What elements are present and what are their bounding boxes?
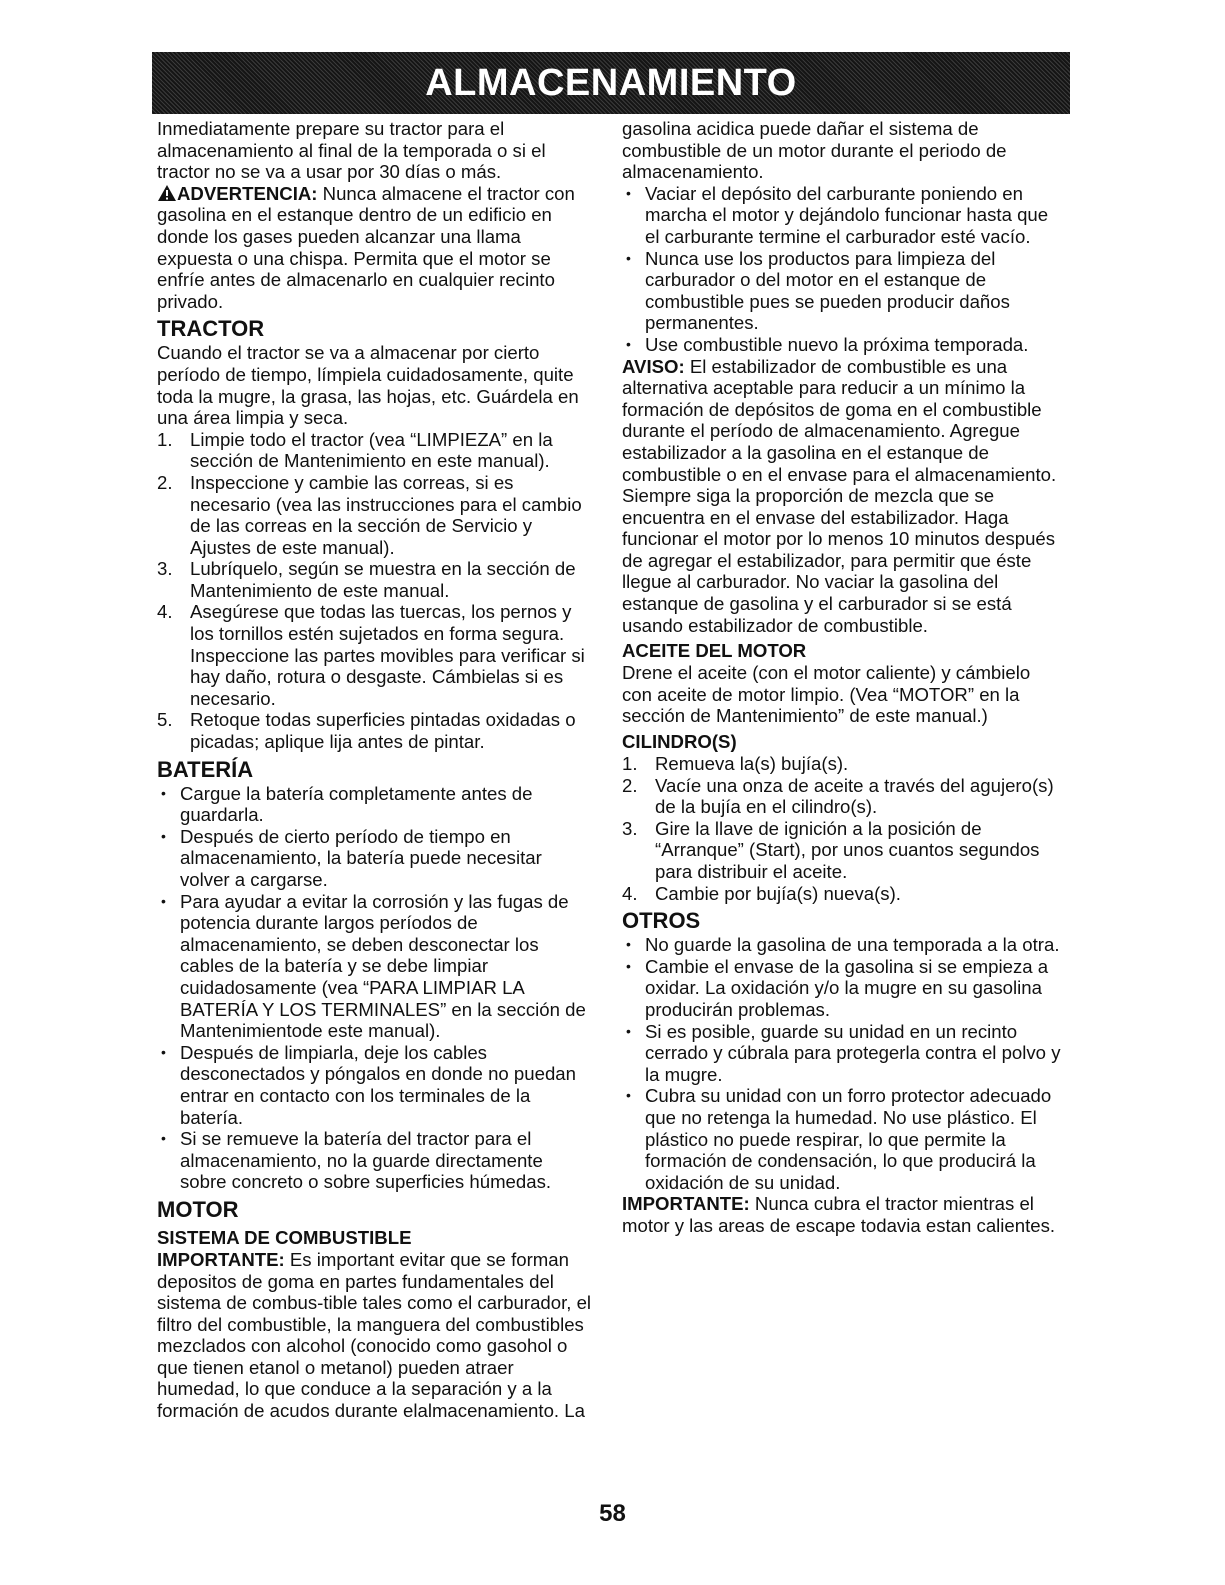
list-item: • No guarde la gasolina de una temporada a la otra. <box>622 934 1062 956</box>
list-item: 2. Vacíe una onza de aceite a través del agujero(s) de la bujía en el cilindro(s). <box>622 774 1054 818</box>
list-item: 5. Retoque todas superficies pintadas oxidadas o picadas; aplique lija antes de pintar. <box>157 709 576 753</box>
list-item: 3. Gire la llave de ignición a la posición de “Arranque” (Start), por unos cuantos segundos para distribuir el aceite. <box>622 817 1040 882</box>
continuation-paragraph: gasolina acidica puede dañar el sistema de combustible de un motor durante el periodo de almacenamiento. <box>622 118 1007 183</box>
list-item: 4. Asegúrese que todas las tuercas, los pernos y los tornillos estén sujetados en forma segura. Inspeccione las partes movibles para verificar si hay daño, rotura o desgaste. Cámbielas si es necesario. <box>157 601 585 709</box>
importante-paragraph <box>157 1249 593 1422</box>
otros-heading: OTROS <box>622 908 701 934</box>
bullet-dot-icon: • <box>161 827 166 844</box>
list-item: • Cubra su unidad con un forro protector adecuado que no retenga la humedad. No use plástico. El plástico no puede respirar, lo que permite la formación de condensación, lo que producirá la oxidación de su unidad. <box>622 1085 1062 1193</box>
warning-text: Nunca almacene el tractor con gasolina en el estanque dentro de un edificio en donde los gases pueden alcanzar una llama expuesta o una chispa. Permita que el motor se enfríe antes de almacenarlo en cualquier recinto privado. <box>157 182 575 312</box>
list-item: • Cambie el envase de la gasolina si se empieza a oxidar. La oxidación y/o la mugre en su gasolina producirán problemas. <box>622 956 1062 1021</box>
left-column <box>157 118 593 1422</box>
list-item: 1. Remueva la(s) bujía(s). <box>622 753 849 775</box>
warning-paragraph <box>157 183 593 313</box>
bullet-dot-icon: • <box>626 1087 631 1104</box>
aviso-label: AVISO: <box>622 355 685 377</box>
motor-heading: MOTOR <box>157 1196 239 1222</box>
list-item: 1. Limpie todo el tractor (vea “LIMPIEZA” en la sección de Mantenimiento en este manual). <box>157 428 553 472</box>
right-column <box>622 118 1062 1237</box>
list-item: • Si es posible, guarde su unidad en un recinto cerrado y cúbrala para protegerla contra el polvo y la mugre. <box>622 1021 1062 1086</box>
bullet-dot-icon: • <box>161 1130 166 1147</box>
cilindros-heading: CILINDRO(S) <box>622 731 737 753</box>
page-number: 58 <box>599 1500 626 1527</box>
tractor-intro: Cuando el tractor se va a almacenar por cierto período de tiempo, límpiela cuidadosamente, quite toda la mugre, la grasa, las hojas, etc. Guárdela en una área limpia y seca. <box>157 342 579 429</box>
importante-text: Es important evitar que se forman depositos de goma en partes fundamentales del sistema de combus-tible tales como el carburador, el filtro del combustible, la manguera del combustibles mezclados con alcohol (conocido como gasohol o que tienen etanol o metanol) pueden atraer humedad, lo que conduce a la separación y a la formación de acudos durante elalmacenamiento. La <box>157 1248 592 1422</box>
list-item: • Si se remueve la batería del tractor para el almacenamiento, no la guarde directamente sobre concreto o sobre superficies húmedas. <box>157 1128 593 1193</box>
warning-triangle-icon <box>157 184 177 202</box>
bullet-dot-icon: • <box>626 936 631 953</box>
list-item: 3. Lubríquelo, según se muestra en la sección de Mantenimiento de este manual. <box>157 558 576 601</box>
aviso-paragraph <box>622 356 1062 637</box>
bullet-dot-icon: • <box>161 892 166 909</box>
list-item: • Después de cierto período de tiempo en almacenamiento, la batería puede necesitar volver a cargarse. <box>157 826 593 891</box>
list-item: • Para ayudar a evitar la corrosión y las fugas de potencia durante largos períodos de almacenamiento, se deben desconectar los cables de la batería y se debe limpiar cuidadosamente (vea “PARA LIMPIAR LA BATERÍA Y LOS TERMINALES” en la sección de Mantenimientode este manual). <box>157 891 593 1042</box>
bullet-dot-icon: • <box>626 957 631 974</box>
aceite-paragraph: Drene el aceite (con el motor caliente) y cámbielo con aceite de motor limpio. (Vea “MOTOR” en la sección de Mantenimiento” de este manual.) <box>622 662 1031 727</box>
bullet-dot-icon: • <box>626 184 631 201</box>
otros-list <box>622 934 1062 1193</box>
page-title: ALMACENAMIENTO <box>425 61 797 104</box>
list-item: • Después de limpiarla, deje los cables desconectados y póngalos en donde no puedan entrar en contacto con los terminales de la batería. <box>157 1042 593 1128</box>
fuel-list <box>622 183 1062 356</box>
aviso-text: El estabilizador de combustible es una alternativa aceptable para reducir a un mínimo la formación de depósitos de goma en el combustible durante el período de almacenamiento. Agregue estabilizador a la gasolina en el estanque de combustible o en el envase para el almacenamiento. Siempre siga la proporción de mezcla que se encuentra en el envase del estabilizador. Haga funcionar el motor por lo menos 10 minutos después de agregar el estabilizador, para permitir que éste llegue al carburador. No vaciar la gasolina del estanque de gasolina y el carburador si se está usando estabilizador de combustible. <box>622 355 1057 636</box>
bullet-dot-icon: • <box>626 1022 631 1039</box>
bullet-dot-icon: • <box>161 1043 166 1060</box>
importante2-paragraph <box>622 1193 1062 1236</box>
tractor-steps <box>157 429 593 753</box>
list-item: • Cargue la batería completamente antes de guardarla. <box>157 783 593 826</box>
section-banner <box>152 52 1070 114</box>
aceite-heading: ACEITE DEL MOTOR <box>622 640 807 662</box>
bullet-dot-icon: • <box>161 784 166 801</box>
list-item: • Use combustible nuevo la próxima temporada. <box>622 334 1062 356</box>
bateria-heading: BATERÍA <box>157 756 254 782</box>
list-item: 2. Inspeccione y cambie las correas, si es necesario (vea las instrucciones para el cambio de las correas en la sección de Servicio y Ajustes de este manual). <box>157 471 582 558</box>
bullet-dot-icon: • <box>626 249 631 266</box>
intro-paragraph: Inmediatamente prepare su tractor para el almacenamiento al final de la temporada o si el tractor no se va a usar por 30 días o más. <box>157 118 546 183</box>
combustible-heading: SISTEMA DE COMBUSTIBLE <box>157 1226 412 1248</box>
importante2-label: IMPORTANTE: <box>622 1193 750 1215</box>
cilindros-steps <box>622 753 1062 904</box>
tractor-heading: TRACTOR <box>157 316 265 342</box>
bullet-dot-icon: • <box>626 335 631 352</box>
importante-label: IMPORTANTE: <box>157 1248 285 1270</box>
bateria-list <box>157 783 593 1193</box>
importante2-text: Nunca cubra el tractor mientras el motor y las areas de escape todavia estan calientes. <box>622 1193 1056 1236</box>
list-item: • Vaciar el depósito del carburante poniendo en marcha el motor y dejándolo funcionar hasta que el carburante termine el carburador esté vacío. <box>622 183 1062 248</box>
warning-label: ADVERTENCIA: <box>177 182 318 204</box>
list-item: 4. Cambie por bujía(s) nueva(s). <box>622 882 901 904</box>
list-item: • Nunca use los productos para limpieza del carburador o del motor en el estanque de combustible pues se pueden producir daños permanentes. <box>622 248 1062 334</box>
